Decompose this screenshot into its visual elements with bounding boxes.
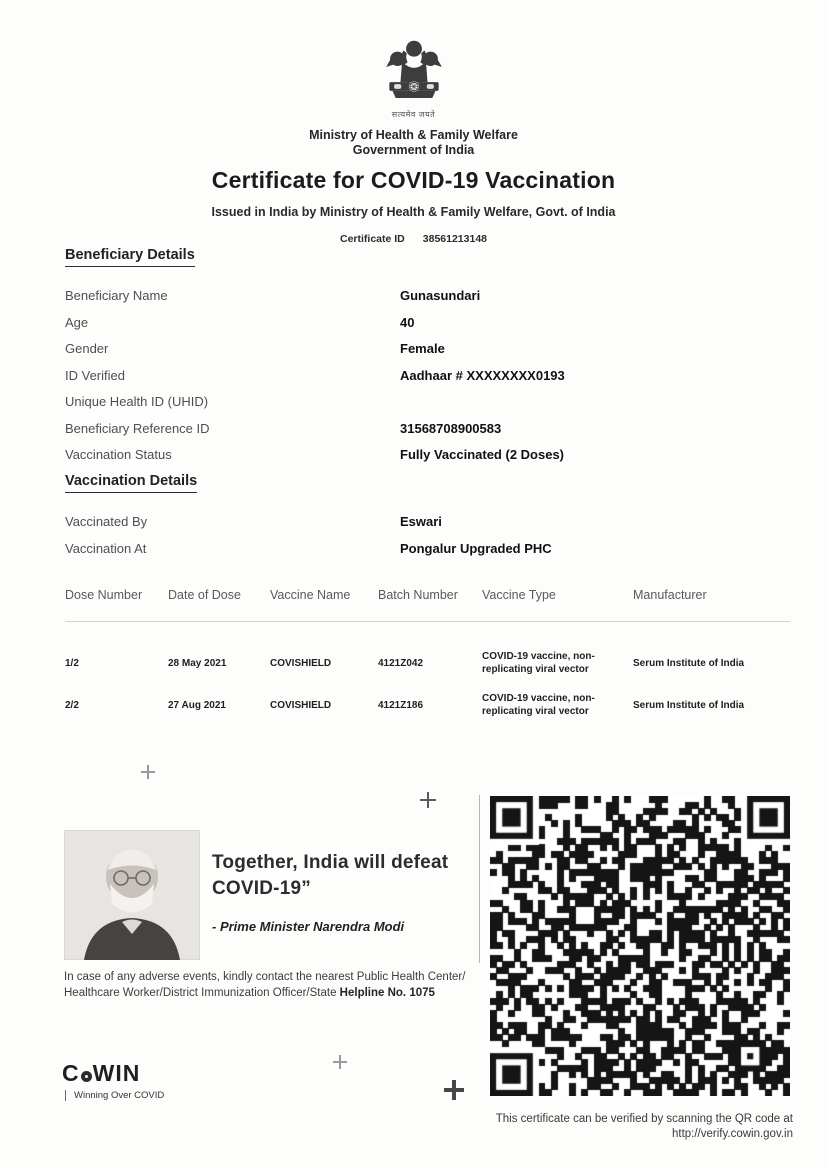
col-manufacturer: Manufacturer bbox=[633, 588, 707, 602]
field-uhid: Unique Health ID (UHID) bbox=[65, 394, 209, 409]
registration-mark bbox=[141, 765, 155, 779]
col-vaccine-type: Vaccine Type bbox=[482, 588, 556, 602]
registration-mark bbox=[333, 1055, 347, 1069]
cell-batch-number: 4121Z042 bbox=[378, 657, 424, 669]
field-beneficiary-name: Beneficiary Name Gunasundari bbox=[65, 288, 481, 303]
quote-line-2: COVID-19” bbox=[212, 878, 311, 899]
cell-dose-number: 2/2 bbox=[65, 699, 79, 711]
certificate-subtitle: Issued in India by Ministry of Health & Family Welfare, Govt. of India bbox=[211, 205, 616, 219]
certificate-header bbox=[0, 36, 827, 245]
certificate-id-label: Certificate ID bbox=[339, 233, 405, 245]
certificate-id-value: 38561213148 bbox=[422, 233, 488, 245]
government-name: Government of India bbox=[352, 143, 475, 157]
col-dose-number: Dose Number bbox=[65, 588, 143, 602]
field-vaccinated-by: Vaccinated By Eswari bbox=[65, 514, 442, 529]
field-vaccination-status: Vaccination Status Fully Vaccinated (2 Doses) bbox=[65, 447, 565, 462]
ministry-name: Ministry of Health & Family Welfare bbox=[309, 128, 518, 142]
cell-vaccine-name: COVISHIELD bbox=[270, 699, 332, 711]
dose-table-body bbox=[65, 642, 790, 726]
col-vaccine-name: Vaccine Name bbox=[270, 588, 351, 602]
footer-divider bbox=[479, 795, 480, 963]
cowin-tagline: Winning Over COVID bbox=[65, 1090, 164, 1101]
cowin-o-icon bbox=[81, 1071, 92, 1082]
field-beneficiary-reference-id: Beneficiary Reference ID 31568708900583 bbox=[65, 420, 502, 436]
cell-date-of-dose: 28 May 2021 bbox=[168, 657, 227, 669]
field-id-verified: ID Verified Aadhaar # XXXXXXXX0193 bbox=[65, 367, 565, 383]
cell-vaccine-type: COVID-19 vaccine, non-replicating viral vector bbox=[482, 693, 595, 717]
vaccination-details-section bbox=[65, 472, 790, 567]
dose-table-header bbox=[65, 588, 790, 622]
beneficiary-details-heading: Beneficiary Details bbox=[65, 247, 195, 267]
verify-note bbox=[496, 1112, 793, 1142]
verify-url: http://verify.cowin.gov.in bbox=[671, 1128, 793, 1140]
cell-manufacturer: Serum Institute of India bbox=[633, 699, 745, 711]
emblem-motto: सत्यमेव जयते bbox=[391, 110, 436, 119]
beneficiary-details-section bbox=[65, 246, 790, 474]
helpline-number: Helpline No. 1075 bbox=[339, 986, 435, 999]
field-vaccination-at: Vaccination At Pongalur Upgraded PHC bbox=[65, 540, 552, 556]
cell-dose-number: 1/2 bbox=[65, 657, 79, 669]
verify-line-1: This certificate can be verified by scanning the QR code at bbox=[495, 1113, 793, 1125]
cell-vaccine-type: COVID-19 vaccine, non-replicating viral vector bbox=[482, 651, 595, 675]
table-row-dose-1 bbox=[65, 642, 790, 684]
certificate-title: Certificate for COVID-19 Vaccination bbox=[211, 167, 616, 193]
quote-line-1: Together, India will defeat bbox=[212, 852, 449, 873]
cell-batch-number: 4121Z186 bbox=[378, 699, 424, 711]
dose-table bbox=[65, 588, 790, 726]
india-national-emblem-icon bbox=[373, 36, 455, 120]
field-gender: Gender Female bbox=[65, 341, 445, 356]
pm-quote bbox=[212, 850, 474, 934]
col-batch-number: Batch Number bbox=[378, 588, 458, 602]
cell-manufacturer: Serum Institute of India bbox=[633, 657, 745, 669]
col-date-of-dose: Date of Dose bbox=[168, 588, 241, 602]
pm-photo bbox=[64, 830, 200, 960]
qr-code bbox=[490, 796, 790, 1096]
cell-vaccine-name: COVISHIELD bbox=[270, 657, 332, 669]
quote-attribution: - Prime Minister Narendra Modi bbox=[212, 919, 405, 934]
cowin-logo: C WIN Winning Over COVID bbox=[62, 1060, 165, 1101]
table-row-dose-2 bbox=[65, 684, 790, 726]
registration-mark bbox=[444, 1080, 464, 1100]
vaccination-details-heading: Vaccination Details bbox=[65, 473, 197, 493]
field-age: Age 40 bbox=[65, 314, 415, 330]
registration-mark bbox=[420, 792, 436, 808]
adverse-events-note: In case of any adverse events, kindly contact the nearest Public Health Center/ Healthcare Worker/District Immunization Officer/State Helpline No. 1075 bbox=[64, 971, 466, 999]
cell-date-of-dose: 27 Aug 2021 bbox=[168, 699, 226, 711]
certificate-id bbox=[0, 233, 827, 245]
